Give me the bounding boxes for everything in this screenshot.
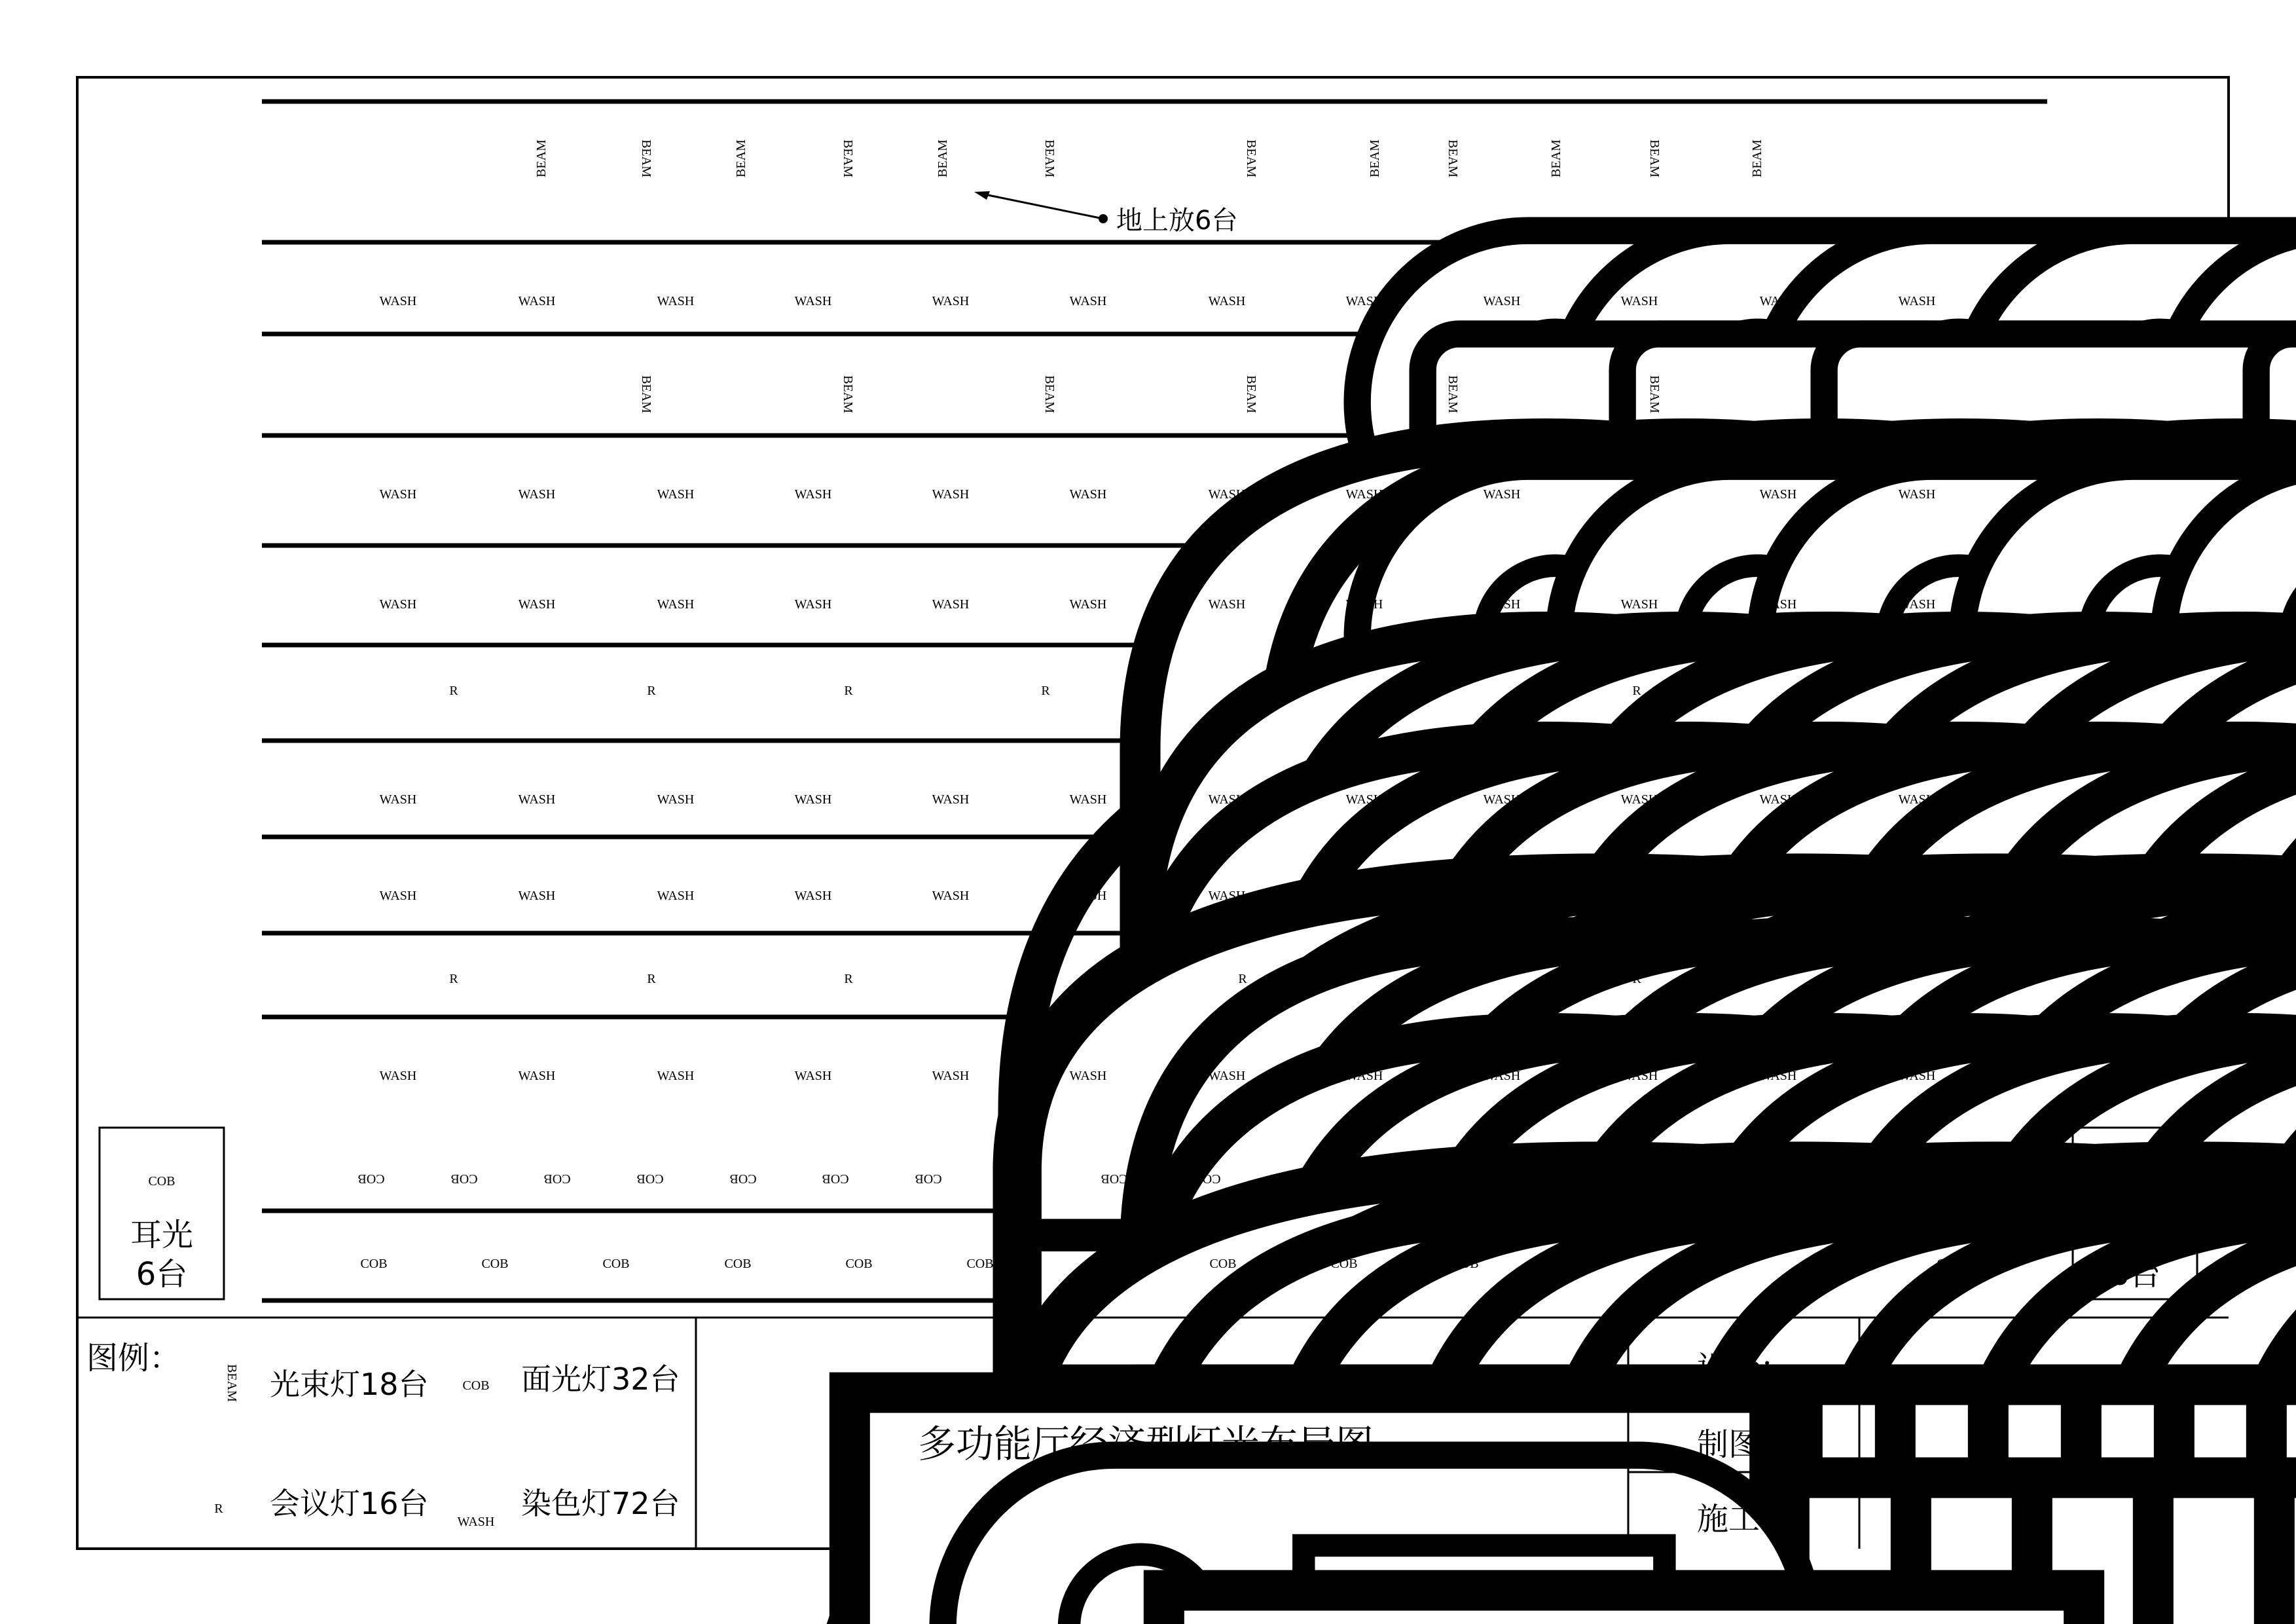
legend-beam-label: BEAM <box>225 1364 239 1402</box>
wash-label: WASH <box>1208 294 1246 308</box>
cob-label: COB <box>1087 1257 1115 1271</box>
wash-label: WASH <box>1759 792 1797 807</box>
cob-label: COB <box>636 1172 664 1186</box>
floor-note-text: 地上放6台 <box>1116 206 1238 236</box>
r-label: R <box>844 972 853 986</box>
wash-label: WASH <box>794 487 832 502</box>
wash-label: WASH <box>657 597 695 612</box>
r-label: R <box>1829 972 1838 986</box>
r-label: R <box>1632 972 1641 986</box>
cob-label: COB <box>1008 1172 1035 1186</box>
ear-light-left-count: 6台 <box>136 1256 188 1293</box>
cob-label: COB <box>845 1257 873 1271</box>
wash-label: WASH <box>1208 1069 1246 1083</box>
wash-label: WASH <box>657 487 695 502</box>
ear-light-right-count: 6台 <box>2109 1256 2161 1293</box>
r-label: R <box>1435 972 1444 986</box>
wash-label: WASH <box>1208 792 1246 807</box>
wash-label: WASH <box>518 294 556 308</box>
wash-label: WASH <box>1069 487 1107 502</box>
wash-label: WASH <box>1069 294 1107 308</box>
cob-label: COB <box>1815 1257 1843 1271</box>
beam-label: BEAM <box>1042 375 1057 413</box>
wash-label: WASH <box>1069 1069 1107 1083</box>
cob-label: COB <box>724 1257 752 1271</box>
cob-label: COB <box>1379 1172 1407 1186</box>
beam-label: BEAM <box>1042 139 1057 177</box>
cob-label: COB <box>481 1257 509 1271</box>
r-label: R <box>449 972 458 986</box>
cob-label: COB <box>602 1257 630 1271</box>
r-label: R <box>1041 972 1050 986</box>
ear-light-right-label: 耳光 <box>2103 1217 2167 1253</box>
wash-label: WASH <box>932 1069 970 1083</box>
legend-cob-icon <box>1097 1591 2152 1624</box>
wash-label: WASH <box>1208 597 1246 612</box>
wash-label: WASH <box>1620 294 1658 308</box>
wash-label: WASH <box>379 1069 417 1083</box>
beam-label: BEAM <box>639 375 653 413</box>
wash-label: WASH <box>1759 487 1797 502</box>
legend-item-beam: 光束灯18台 <box>270 1367 429 1402</box>
wash-label: WASH <box>1898 487 1936 502</box>
beam-label: BEAM <box>1446 375 1460 413</box>
r-label: R <box>449 684 458 698</box>
r-label: R <box>1829 684 1838 698</box>
wash-label: WASH <box>657 792 695 807</box>
wash-label: WASH <box>379 294 417 308</box>
wash-label: WASH <box>657 294 695 308</box>
wash-label: WASH <box>1345 487 1383 502</box>
r-label: R <box>1041 684 1050 698</box>
wash-label: WASH <box>932 294 970 308</box>
wash-label: WASH <box>518 597 556 612</box>
wash-label: WASH <box>518 792 556 807</box>
wash-label: WASH <box>379 597 417 612</box>
cob-label: COB <box>1451 1257 1479 1271</box>
wash-label: WASH <box>379 792 417 807</box>
ear-cob-label-left: COB <box>148 1174 175 1189</box>
wash-label: WASH <box>1898 792 1936 807</box>
beam-label: BEAM <box>841 139 855 177</box>
wash-label: WASH <box>518 889 556 903</box>
wash-label: WASH <box>932 792 970 807</box>
cob-label: COB <box>966 1257 994 1271</box>
wash-label: WASH <box>1345 792 1383 807</box>
cob-label: COB <box>1573 1257 1600 1271</box>
wash-label: WASH <box>518 487 556 502</box>
beam-label: BEAM <box>1446 139 1460 177</box>
beam-ground-label: BEAM <box>1750 139 1764 177</box>
legend-heading: 图例： <box>86 1340 181 1376</box>
legend-wash-label: WASH <box>457 1515 495 1529</box>
beam-ground-label: BEAM <box>936 139 950 177</box>
cob-label: COB <box>1209 1257 1237 1271</box>
cob-label: COB <box>1937 1172 1964 1186</box>
r-label: R <box>1632 684 1641 698</box>
beam-ground-label: BEAM <box>1549 139 1563 177</box>
beam-label: BEAM <box>841 375 855 413</box>
wash-label: WASH <box>1483 294 1521 308</box>
wash-label: WASH <box>794 889 832 903</box>
legend-item-wash: 染色灯72台 <box>521 1486 680 1521</box>
wash-label: WASH <box>518 1069 556 1083</box>
wash-label: WASH <box>1620 889 1658 903</box>
design-label: 设计： <box>1696 1350 1792 1386</box>
wash-label: WASH <box>1620 487 1658 502</box>
cob-label: COB <box>1844 1172 1871 1186</box>
wash-label: WASH <box>1483 597 1521 612</box>
cob-label: COB <box>1330 1257 1358 1271</box>
r-label: R <box>1238 972 1247 986</box>
ear-cob-label-right: COB <box>2121 1174 2149 1189</box>
r-label: R <box>1435 684 1444 698</box>
wash-label: WASH <box>1620 792 1658 807</box>
beam-ground-label: BEAM <box>1368 139 1382 177</box>
cob-label: COB <box>1194 1172 1221 1186</box>
cob-label: COB <box>1286 1172 1314 1186</box>
beam-label: BEAM <box>1647 139 1662 177</box>
cob-label: COB <box>915 1172 942 1186</box>
wash-label: WASH <box>1069 792 1107 807</box>
cob-label: COB <box>1937 1257 1964 1271</box>
wash-label: WASH <box>1759 294 1797 308</box>
wash-label: WASH <box>1069 889 1107 903</box>
wash-label: WASH <box>1898 597 1936 612</box>
drawing-label: 制图： <box>1696 1426 1792 1463</box>
wash-label: WASH <box>932 487 970 502</box>
r-label: R <box>1238 684 1247 698</box>
cob-label: COB <box>729 1172 757 1186</box>
legend-r-label: R <box>214 1502 223 1516</box>
cob-label: COB <box>360 1257 388 1271</box>
cob-label: COB <box>1694 1257 1722 1271</box>
wash-label: WASH <box>1620 1069 1658 1083</box>
legend-item-r: 会议灯16台 <box>270 1486 429 1521</box>
cob-label: COB <box>1751 1172 1778 1186</box>
cob-label: COB <box>450 1172 478 1186</box>
wash-label: WASH <box>1483 487 1521 502</box>
wash-label: WASH <box>1208 889 1246 903</box>
wash-label: WASH <box>794 1069 832 1083</box>
wash-label: WASH <box>794 294 832 308</box>
wash-label: WASH <box>1345 294 1383 308</box>
ear-light-left-label: 耳光 <box>130 1217 194 1253</box>
wash-label: WASH <box>1345 597 1383 612</box>
wash-label: WASH <box>657 889 695 903</box>
wash-label: WASH <box>1345 889 1383 903</box>
r-label: R <box>647 972 656 986</box>
cob-label: COB <box>822 1172 849 1186</box>
wash-label: WASH <box>379 889 417 903</box>
legend-cob-label: COB <box>462 1378 490 1393</box>
wash-label: WASH <box>1898 889 1936 903</box>
wash-label: WASH <box>794 597 832 612</box>
beam-ground-label: BEAM <box>534 139 549 177</box>
wash-label: WASH <box>1759 1069 1797 1083</box>
r-label: R <box>844 684 853 698</box>
wash-label: WASH <box>794 792 832 807</box>
wash-label: WASH <box>1759 597 1797 612</box>
r-label: R <box>647 684 656 698</box>
legend-item-cob: 面光灯32台 <box>521 1361 680 1397</box>
beam-label: BEAM <box>1244 375 1258 413</box>
beam-label: BEAM <box>1244 139 1258 177</box>
beam-label: BEAM <box>639 139 653 177</box>
wash-label: WASH <box>1620 597 1658 612</box>
drawing-title: 多功能厅经济型灯光布局图 <box>917 1422 1374 1466</box>
wash-label: WASH <box>1483 1069 1521 1083</box>
wash-label: WASH <box>1345 1069 1383 1083</box>
wash-label: WASH <box>1898 294 1936 308</box>
cob-label: COB <box>1101 1172 1128 1186</box>
cob-label: COB <box>1658 1172 1685 1186</box>
beam-label: BEAM <box>1647 375 1662 413</box>
construction-label: 施工： <box>1696 1501 1792 1538</box>
wash-label: WASH <box>379 487 417 502</box>
wash-label: WASH <box>1759 889 1797 903</box>
floor-note <box>974 191 1237 236</box>
wash-label: WASH <box>1898 1069 1936 1083</box>
wash-label: WASH <box>1069 597 1107 612</box>
wash-label: WASH <box>1208 487 1246 502</box>
wash-label: WASH <box>1483 889 1521 903</box>
wash-label: WASH <box>1483 792 1521 807</box>
cob-label: COB <box>543 1172 571 1186</box>
wash-label: WASH <box>657 1069 695 1083</box>
beam-ground-label: BEAM <box>734 139 748 177</box>
cob-label: COB <box>1472 1172 1500 1186</box>
wash-label: WASH <box>932 597 970 612</box>
cob-label: COB <box>357 1172 385 1186</box>
wash-label: WASH <box>932 889 970 903</box>
cob-label: COB <box>1565 1172 1592 1186</box>
